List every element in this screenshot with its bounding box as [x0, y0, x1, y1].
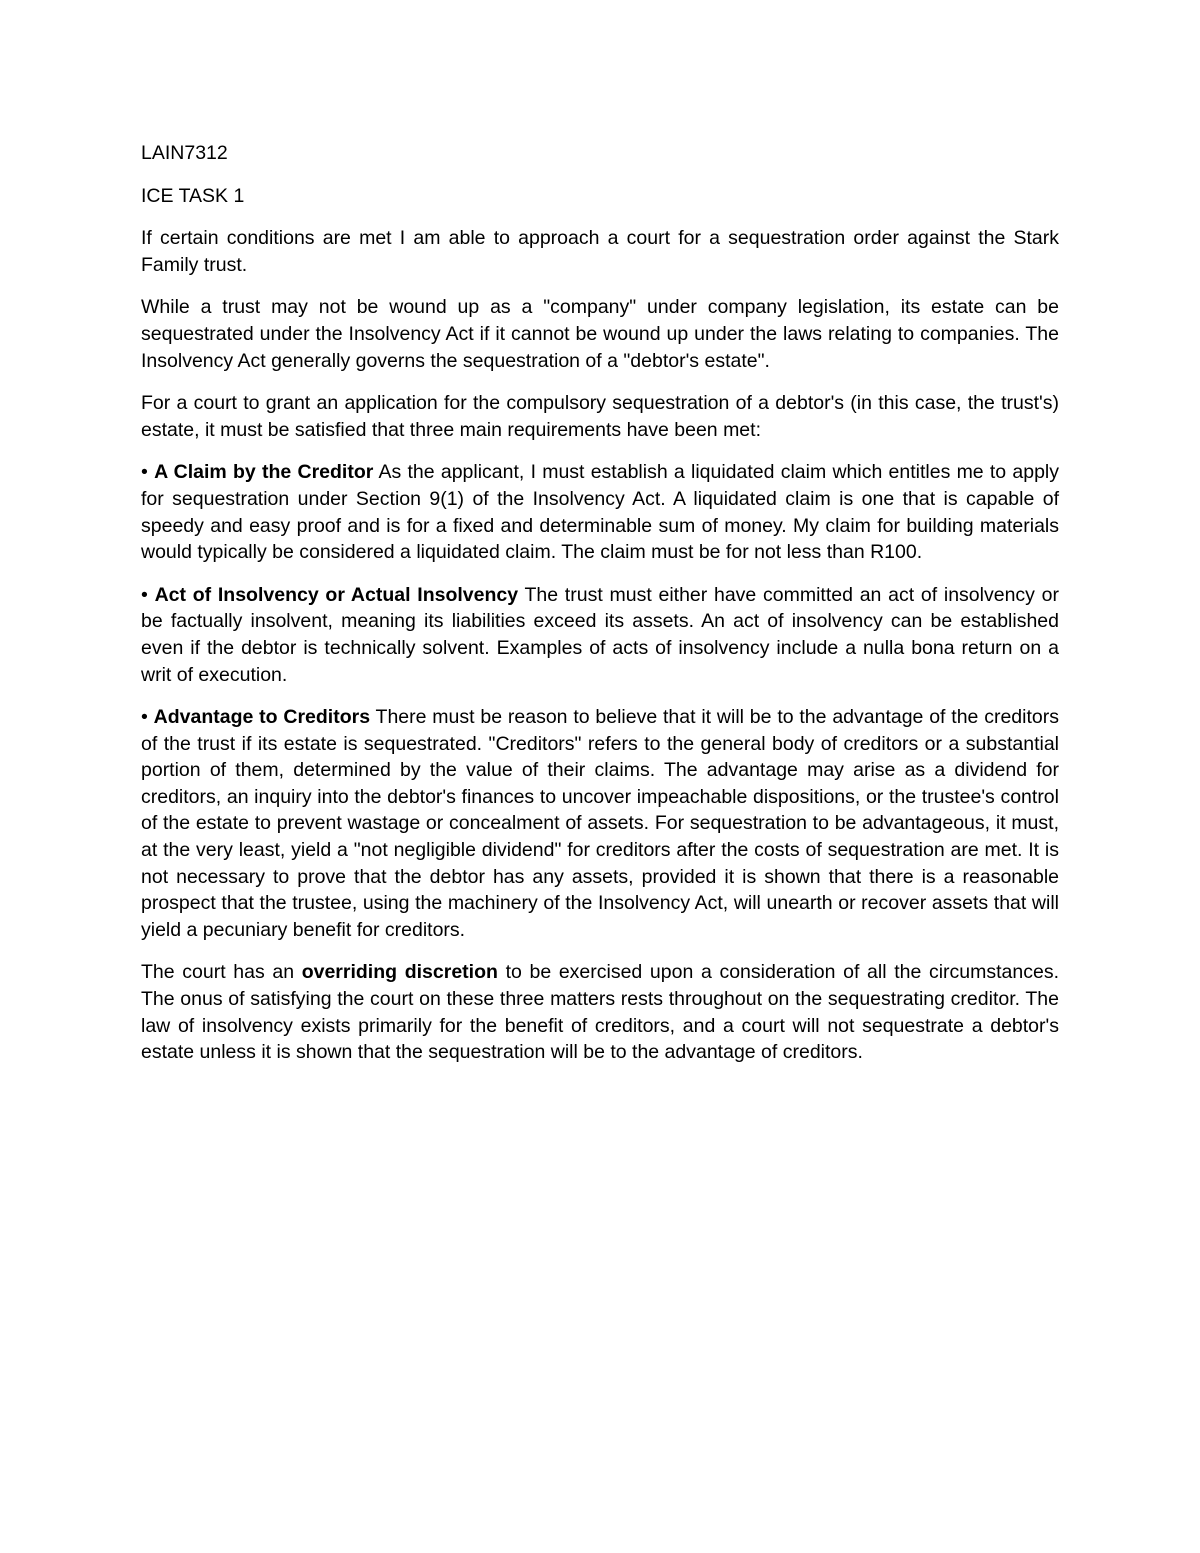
conclusion-emphasis: overriding discretion — [301, 961, 498, 984]
requirement-insolvency-title: Act of Insolvency or Actual Insolvency — [154, 583, 519, 606]
bullet-mark: • — [141, 706, 148, 729]
bullet-mark: • — [141, 461, 148, 484]
requirement-insolvency-text: The trust must either have committed an act of insolvency or be factually insolvent, meaning its liabilities exceed its assets. An act of insolvency can be established even if the debtor is technically solvent. Examples of acts of insolvency include a nulla bona return on a writ of execution. — [141, 583, 1060, 686]
document-body — [141, 140, 1059, 1082]
requirement-insolvency-paragraph — [141, 582, 1059, 688]
trust-paragraph: While a trust may not be wound up as a "company" under company legislation, its estate can be sequestrated under the Insolvency Act if it cannot be wound up under the laws relating to companies. The Insolvency Act generally governs the sequestration of a "debtor's estate". — [141, 296, 1059, 372]
intro-paragraph: If certain conditions are met I am able to approach a court for a sequestration order against the Stark Family trust. — [141, 227, 1059, 276]
course-code: LAIN7312 — [141, 142, 228, 164]
task-title: ICE TASK 1 — [141, 184, 245, 207]
bullet-mark: • — [141, 583, 148, 606]
requirement-claim-title: A Claim by the Creditor — [154, 461, 374, 484]
requirement-advantage-title: Advantage to Creditors — [153, 706, 371, 729]
requirements-intro-paragraph: For a court to grant an application for the compulsory sequestration of a debtor's (in this case, the trust's) estate, it must be satisfied that three main requirements have been met: — [141, 392, 1059, 441]
requirement-advantage-paragraph — [141, 704, 1059, 943]
requirement-claim-paragraph — [141, 459, 1059, 565]
conclusion-text-before: The court has an — [141, 961, 295, 984]
requirement-advantage-text: There must be reason to believe that it will be to the advantage of the creditors of the trust if its estate is sequestrated. "Creditors" refers to the general body of creditors or a substantial portion of them, determined by the value of their claims. The advantage may arise as a dividend for creditors, an inquiry into the debtor's finances to uncover impeachable dispositions, or the trustee's control of the estate to prevent wastage or concealment of assets. For sequestration to be advantageous, it must, at the very least, yield a "not negligible dividend" for creditors after the costs of sequestration are met. It is not necessary to prove that the debtor has any assets, provided it is shown that there is a reasonable prospect that the trustee, using the machinery of the Insolvency Act, will unearth or recover assets that will yield a pecuniary benefit for creditors. — [141, 706, 1059, 941]
conclusion-text-after: to be exercised upon a consideration of all the circumstances. The onus of satisfying the court on these three matters rests throughout on the sequestrating creditor. The law of insolvency exists primarily for the benefit of creditors, and a court will not sequestrate a debtor's estate unless it is shown that the sequestration will be to the advantage of creditors. — [141, 961, 1059, 1064]
requirement-claim-text: As the applicant, I must establish a liquidated claim which entitles me to apply for sequestration under Section 9(1) of the Insolvency Act. A liquidated claim is one that is capable of speedy and easy proof and is for a fixed and determinable sum of money. My claim for building materials would typically be considered a liquidated claim. The claim must be for not less than R100. — [141, 461, 1060, 564]
conclusion-paragraph — [141, 959, 1059, 1065]
